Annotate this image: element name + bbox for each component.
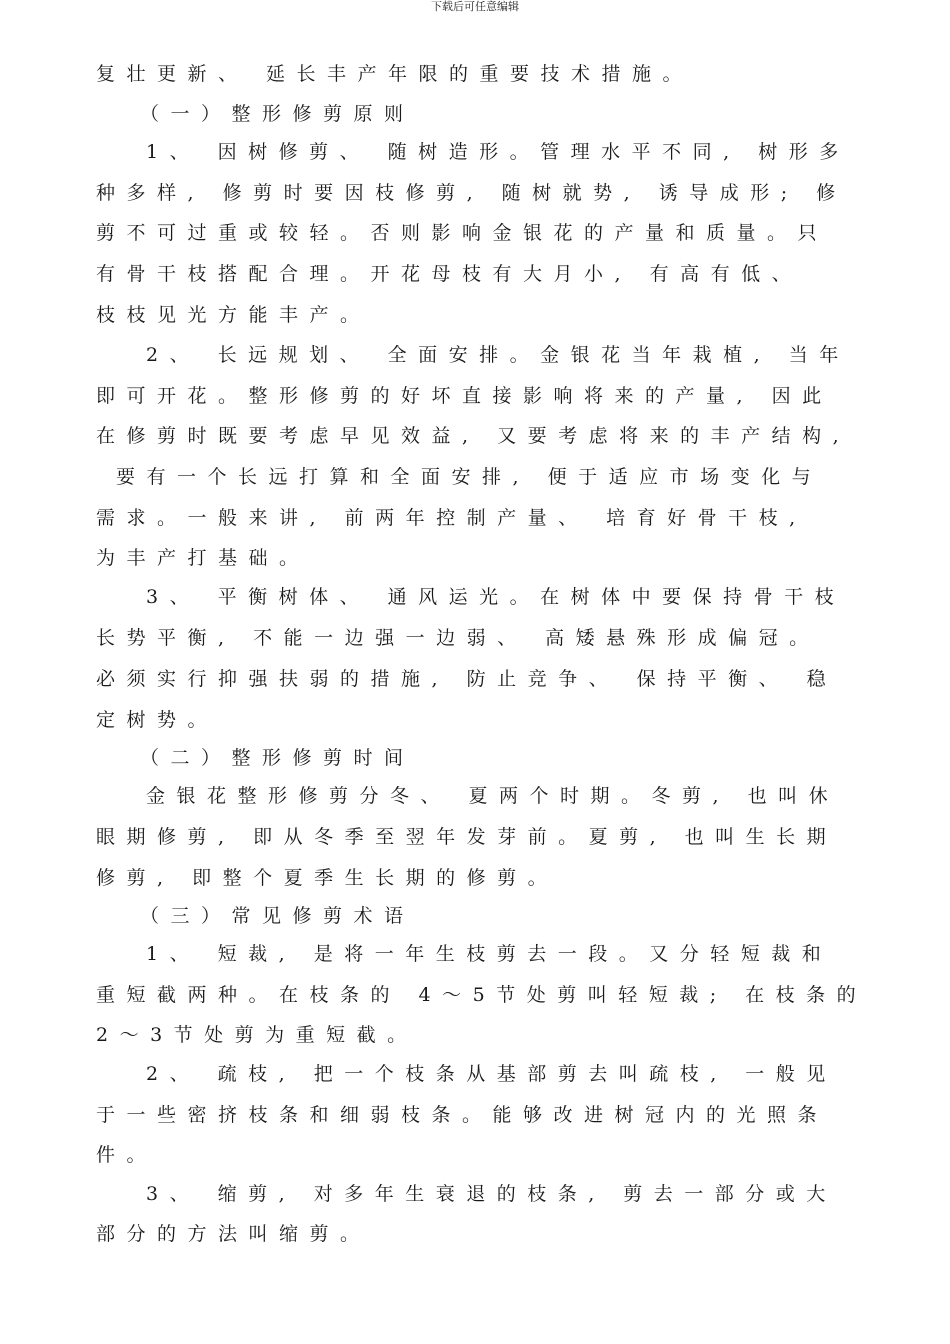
text-line: 3、 平衡树体、 通风运光。在树体中要保持骨干枝 xyxy=(146,586,846,608)
text-line: 有骨干枝搭配合理。开花母枝有大月小, 有高有低、 xyxy=(96,263,803,285)
text-line: 部分的方法叫缩剪。 xyxy=(96,1223,371,1245)
section-heading: （一）整形修剪原则 xyxy=(140,103,415,125)
text-line: 金银花整形修剪分冬、 夏两个时期。冬剪, 也叫休 xyxy=(146,785,840,807)
text-line: 2、 长远规划、 全面安排。金银花当年栽植, 当年 xyxy=(146,344,850,366)
text-line: 定树势。 xyxy=(96,709,219,731)
text-line: 2～3节处剪为重短截。 xyxy=(96,1024,418,1046)
text-line: 重短截两种。在枝条的 4～5节处剪叫轻短裁; 在枝条的 xyxy=(96,984,868,1006)
text-line: 为丰产打基础。 xyxy=(96,547,310,569)
text-line: 即可开花。整形修剪的好坏直接影响将来的产量, 因此 xyxy=(96,385,833,407)
page-header: 下载后可任意编辑 xyxy=(431,0,519,13)
text-line: 必须实行抑强扶弱的措施, 防止竞争、 保持平衡、 稳 xyxy=(96,668,838,690)
text-line: 复壮更新、 延长丰产年限的重要技术措施。 xyxy=(96,63,694,85)
text-line: 长势平衡, 不能一边强一边弱、 高矮悬殊形成偏冠。 xyxy=(96,627,820,649)
text-line: 1、 短裁, 是将一年生枝剪去一段。又分轻短裁和 xyxy=(146,943,833,965)
text-line: 修剪, 即整个夏季生长期的修剪。 xyxy=(96,867,559,889)
text-line: 剪不可过重或较轻。否则影响金银花的产量和质量。只 xyxy=(96,222,829,244)
text-line: 3、 缩剪, 对多年生衰退的枝条, 剪去一部分或大 xyxy=(146,1183,837,1205)
text-line: 要有一个长远打算和全面安排, 便于适应市场变化与 xyxy=(116,466,823,488)
text-line: 在修剪时既要考虑早见效益, 又要考虑将来的丰产结构, xyxy=(96,425,851,447)
text-line: 需求。一般来讲, 前两年控制产量、 培育好骨干枝, xyxy=(96,507,807,529)
text-line: 2、 疏枝, 把一个枝条从基部剪去叫疏枝, 一般见 xyxy=(146,1063,837,1085)
section-heading: （三）常见修剪术语 xyxy=(140,905,415,927)
text-line: 于一些密挤枝条和细弱枝条。能够改进树冠内的光照条 xyxy=(96,1104,829,1126)
text-line: 枝枝见光方能丰产。 xyxy=(96,304,371,326)
text-line: 件。 xyxy=(96,1144,158,1166)
text-line: 种多样, 修剪时要因枝修剪, 随树就势, 诱导成形; 修 xyxy=(96,182,847,204)
text-line: 1、 因树修剪、 随树造形。管理水平不同, 树形多 xyxy=(146,141,850,163)
text-line: 眼期修剪, 即从冬季至翌年发芽前。夏剪, 也叫生长期 xyxy=(96,826,838,848)
section-heading: （二）整形修剪时间 xyxy=(140,747,415,769)
